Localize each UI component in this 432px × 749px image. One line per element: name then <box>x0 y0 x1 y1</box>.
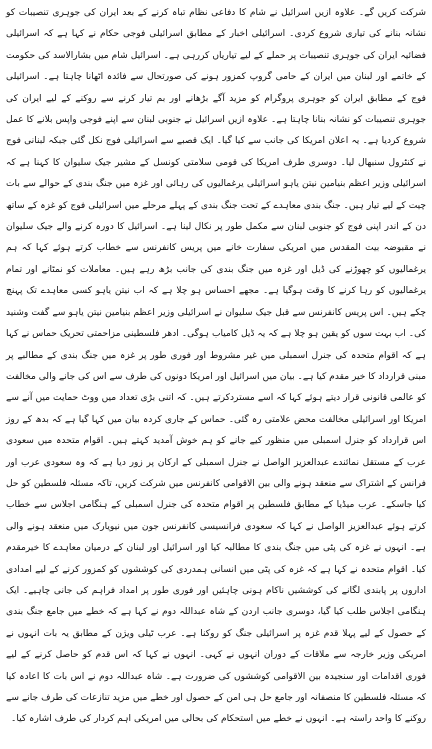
article-body: شرکت کریں گے۔ علاوہ ازیں اسرائیل نے شام کا دفاعی نظام تباہ کرنے کے بعد ایران کی جوہری تنصیبات کو نشانہ بنانے کی تیاری شروع کردی۔ اسرائیلی اخبار کے مطابق اسرائیلی فوجی حکام نے کہا ہے کہ اسرائیلی فضائیہ ایران کی جوہری تنصیبات پر حملے کے لیے تیاریاں کررہی ہے۔ اسرائیل شام میں بشارالاسد کی حکومت کے خاتمے اور لبنان میں ایران کے حامی گروپ کمزور ہونے کی صورتحال سے فائدہ اٹھانا چاہتا ہے۔ اسرائیلی فوج کے مطابق ایران کو جوہری پروگرام کو مزید آگے بڑھانے اور بم تیار کرنے سے روکنے کے لیے ایران کی جوہری تنصیبات کو نشانہ بنانا چاہتا ہے۔ علاوہ ازیں اسرائیل نے جنوبی لبنان سے اپنے فوجی واپس بلانے کا عمل شروع کردیا ہے۔ یہ اعلان امریکا کی جانب سے کیا گیا۔ ایک قصبے سے اسرائیلی فوج نکل گئی جبکہ لبنانی فوج نے کنٹرول سنبھال لیا۔ دوسری طرف امریکا کی قومی سلامتی کونسل کے مشیر جیک سلیوان کا کہنا ہے کہ اسرائیلی وزیر اعظم بنیامین نیتن یاہو اسرائیلی یرغمالیوں کی رہائی اور غزہ میں جنگ بندی کے حوالے سے بات چیت کے لیے تیار ہیں۔ جنگ بندی معاہدے کے تحت جنگ بندی کے پہلے مرحلے میں اسرائیلی فوج کو غزہ کے ساتھ دن کے اندر اپنی فوج کو جنوبی لبنان سے مکمل طور پر نکال لینا ہے۔ اسرائیل کا دورہ کرنے والے جیک سلیوان نے مقبوضہ بیت المقدس میں امریکی سفارت خانے میں پریس کانفرنس سے خطاب کرتے ہوئے کہا کہ ہم یرغمالیوں کو چھوڑنے کی ڈیل اور غزہ میں جنگ بندی کی جانب بڑھ رہے ہیں۔ معاملات کو نمٹانے اور تمام یرغمالیوں کو رہا کرنے کا وقت ہوگیا ہے۔ مجھے احساس ہو چلا ہے کہ اب نیتن یاہو کسی معاہدے تک پہنچ چکے ہیں۔ اس پریس کانفرنس سے قبل جیک سلیوان نے اسرائیلی وزیر اعظم بنیامین نیتن یاہو سے گفت وشنید کی۔ اب بہت سوں کو یقین ہو چلا ہے کہ یہ ڈیل کامیاب ہوگی۔ ادھر فلسطینی مزاحمتی تحریک حماس نے کہا ہے کہ اقوام متحدہ کی جنرل اسمبلی میں غیر مشروط اور فوری طور پر غزہ میں جنگ بندی کے مطالبے پر مبنی قرارداد کا خیر مقدم کیا ہے۔ بیان میں اسرائیل اور امریکا دونوں کی طرف سے اس کی جانے والی مخالفت کو عالمی قانونی قرار دیتے ہوئے کہا کہ اسے مستردکرتے ہیں۔ کہ اتنی بڑی تعداد میں ووٹ حمایت میں آنے سے امریکا اور اسرائیلی مخالفت محض علامتی رہ گئی۔ حماس کے جاری کردہ بیان میں کہا گیا ہے کہ بدھ کے روز اس قرارداد کو جنرل اسمبلی میں منظور کیے جانے کو ہم خوش آمدید کہتے ہیں۔ اقوام متحدہ میں سعودی عرب کے مستقل نمائندے عبدالعزیز الواصل نے جنرل اسمبلی کے ارکان پر زور دیا ہے کہ وہ سعودی عرب اور فرانس کے اشتراک سے منعقد ہونے والی بین الاقوامی کانفرنس میں شرکت کریں، تاکہ مسئلہ فلسطین کو حل کیا جاسکے۔ عرب میڈیا کے مطابق فلسطین پر اقوام متحدہ کی جنرل اسمبلی کے ہنگامی اجلاس سے خطاب کرتے ہوئے عبدالعزیز الواصل نے کہا کہ سعودی فرانسیسی کانفرنس جون میں نیویارک میں منعقد ہونے والی ہے۔ انہوں نے غزہ کی پٹی میں جنگ بندی کا مطالبہ کیا اور اسرائیل اور لبنان کے درمیان معاہدے کا خیرمقدم کیا۔ اقوام متحدہ نے کہا ہے کہ غزہ کی پٹی میں انسانی ہمدردی کی کوششوں کو کمزور کرنے کے لیے امدادی اداروں پر پابندی لگانے کی کوششیں ناکام ہونی چاہئیں اور فوری طور پر امداد فراہم کی جانی چاہیے۔ ایک ہنگامی اجلاس طلب کیا گیا، دوسری جانب اردن کے شاہ عبداللہ دوم نے کہا ہے کہ خطے میں جامع جنگ بندی کے حصول کے لیے پہلا قدم غزہ پر اسرائیلی جنگ کو روکنا ہے۔ عرب ٹیلی ویژن کے مطابق یہ بات انہوں نے امریکی وزیر خارجہ سے ملاقات کے دوران انہوں نے کہی۔ انہوں نے کہا کہ اس قدم کو حاصل کرنے کے لیے فوری اقدامات اور سنجیدہ بین الاقوامی کوششوں کی ضرورت ہے۔ شاہ عبداللہ دوم نے اس بات کا اعادہ کیا کہ مسئلہ فلسطین کا منصفانہ اور جامع حل ہی امن کے حصول اور خطے میں مزید تنازعات کی طرف جانے سے روکنے کا واحد راستہ ہے۔ انہوں نے خطے میں استحکام کی بحالی میں امریکی اہم کردار کی طرف اشارہ کیا۔ <box>6 8 426 725</box>
